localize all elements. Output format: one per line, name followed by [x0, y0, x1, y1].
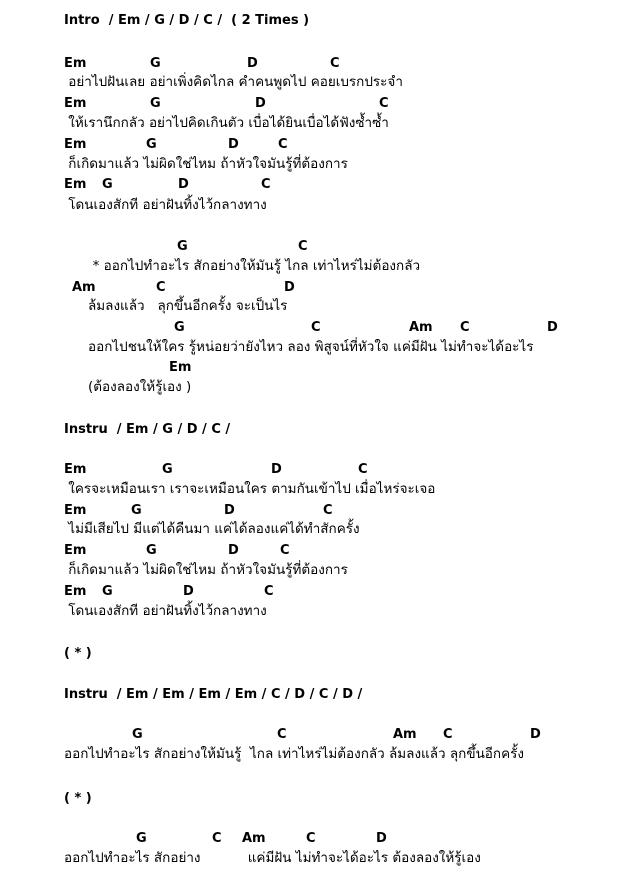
verse1-lyric: โดนเองสักที อย่าฝันทิ้งไว้กลางทาง [64, 197, 267, 213]
chord-label: Em [64, 543, 87, 558]
chord-label: Em [64, 56, 87, 71]
chord-label: G [150, 56, 161, 71]
outro-lyric: ออกไปทำอะไร สักอย่าง แค่มีฝัน ไม่ทำจะได้อะไร ต้องลองให้รู้เอง [64, 850, 481, 866]
verse2-lyric: โดนเองสักที อย่าฝันทิ้งไว้กลางทาง [64, 603, 267, 619]
chord-label: G [102, 177, 113, 192]
chord-label: D [530, 727, 541, 742]
chord-label: C [278, 137, 288, 152]
verse1-lyric: ก็เกิดมาแล้ว ไม่ผิดใช่ไหม ถ้าหัวใจมันรู้ที่ต้องการ [64, 156, 348, 172]
chord-label: Em [64, 584, 87, 599]
chord-label: G [136, 831, 147, 846]
verse2-lyric: ไม่มีเสียไป มีแต่ได้คืนมา แค่ได้ลองแค่ได้ทำสักครั้ง [64, 521, 360, 537]
chord-label: Em [169, 360, 192, 375]
chord-label: C [277, 727, 287, 742]
verse1-lyric: อย่าไปฝันเลย อย่าเพิ่งคิดไกล คำคนพูดไป คอยเบรกประจำ [64, 74, 403, 90]
chord-label: D [183, 584, 194, 599]
chorus-lyric: ออกไปชนให้ใคร รู้หน่อยว่ายังไหว ลอง พิสูจน์ที่หัวใจ แค่มีฝัน ไม่ทำจะได้อะไร [88, 339, 534, 355]
chord-label: G [102, 584, 113, 599]
chorus-lyric: * ออกไปทำอะไร สักอย่างให้มันรู้ ไกล เท่าไหร่ไม่ต้องกลัว [84, 258, 421, 274]
chord-label: Am [393, 727, 417, 742]
chord-label: G [162, 462, 173, 477]
chord-label: Em [64, 503, 87, 518]
chord-label: C [264, 584, 274, 599]
repeat-chorus-marker: ( * ) [64, 791, 92, 806]
chord-label: C [330, 56, 340, 71]
repeat-chorus-marker: ( * ) [64, 646, 92, 661]
chord-label: D [284, 280, 295, 295]
chord-label: C [261, 177, 271, 192]
chord-label: Em [64, 177, 87, 192]
chord-label: Em [64, 96, 87, 111]
chord-label: G [146, 543, 157, 558]
chord-label: C [358, 462, 368, 477]
chord-label: G [150, 96, 161, 111]
chord-label: C [323, 503, 333, 518]
verse1-lyric: ให้เรานึกกลัว อย่าไปคิดเกินตัว เบื่อได้ยินเบื่อได้ฟังซ้ำซ้ำ [64, 115, 389, 131]
chord-label: C [212, 831, 222, 846]
chord-label: D [178, 177, 189, 192]
chord-label: D [228, 137, 239, 152]
verse2-lyric: ใครจะเหมือนเรา เราจะเหมือนใคร ตามกันเข้าไป เมื่อไหร่จะเจอ [64, 481, 436, 497]
chord-label: G [177, 239, 188, 254]
chord-label: D [255, 96, 266, 111]
chord-label: D [228, 543, 239, 558]
chord-label: G [174, 320, 185, 335]
bridge-lyric: ออกไปทำอะไร สักอย่างให้มันรู้ ไกล เท่าไหร่ไม่ต้องกลัว ล้มลงแล้ว ลุกขึ้นอีกครั้ง [64, 746, 524, 762]
chord-label: G [131, 503, 142, 518]
chord-label: G [132, 727, 143, 742]
chord-label: D [376, 831, 387, 846]
chord-label: C [306, 831, 316, 846]
chord-label: D [547, 320, 558, 335]
chord-label: C [298, 239, 308, 254]
chord-label: D [247, 56, 258, 71]
instrumental-line: Instru / Em / G / D / C / [64, 422, 231, 437]
chord-label: Em [64, 137, 87, 152]
chord-label: Am [242, 831, 266, 846]
chorus-lyric: ล้มลงแล้ว ลุกขึ้นอีกครั้ง จะเป็นไร [88, 298, 288, 314]
chord-label: C [156, 280, 166, 295]
chord-label: Am [409, 320, 433, 335]
chord-label: Em [64, 462, 87, 477]
chord-label: C [379, 96, 389, 111]
chord-label: C [311, 320, 321, 335]
chord-label: C [443, 727, 453, 742]
chord-label: D [224, 503, 235, 518]
chord-label: G [146, 137, 157, 152]
chord-label: D [271, 462, 282, 477]
chord-label: Am [72, 280, 96, 295]
chorus-lyric: (ต้องลองให้รู้เอง ) [88, 379, 192, 395]
chord-label: C [280, 543, 290, 558]
instrumental-line: Instru / Em / Em / Em / Em / C / D / C / D / [64, 687, 363, 702]
verse2-lyric: ก็เกิดมาแล้ว ไม่ผิดใช่ไหม ถ้าหัวใจมันรู้ที่ต้องการ [64, 562, 348, 578]
chord-label: C [460, 320, 470, 335]
intro-line: Intro / Em / G / D / C / ( 2 Times ) [64, 13, 310, 28]
